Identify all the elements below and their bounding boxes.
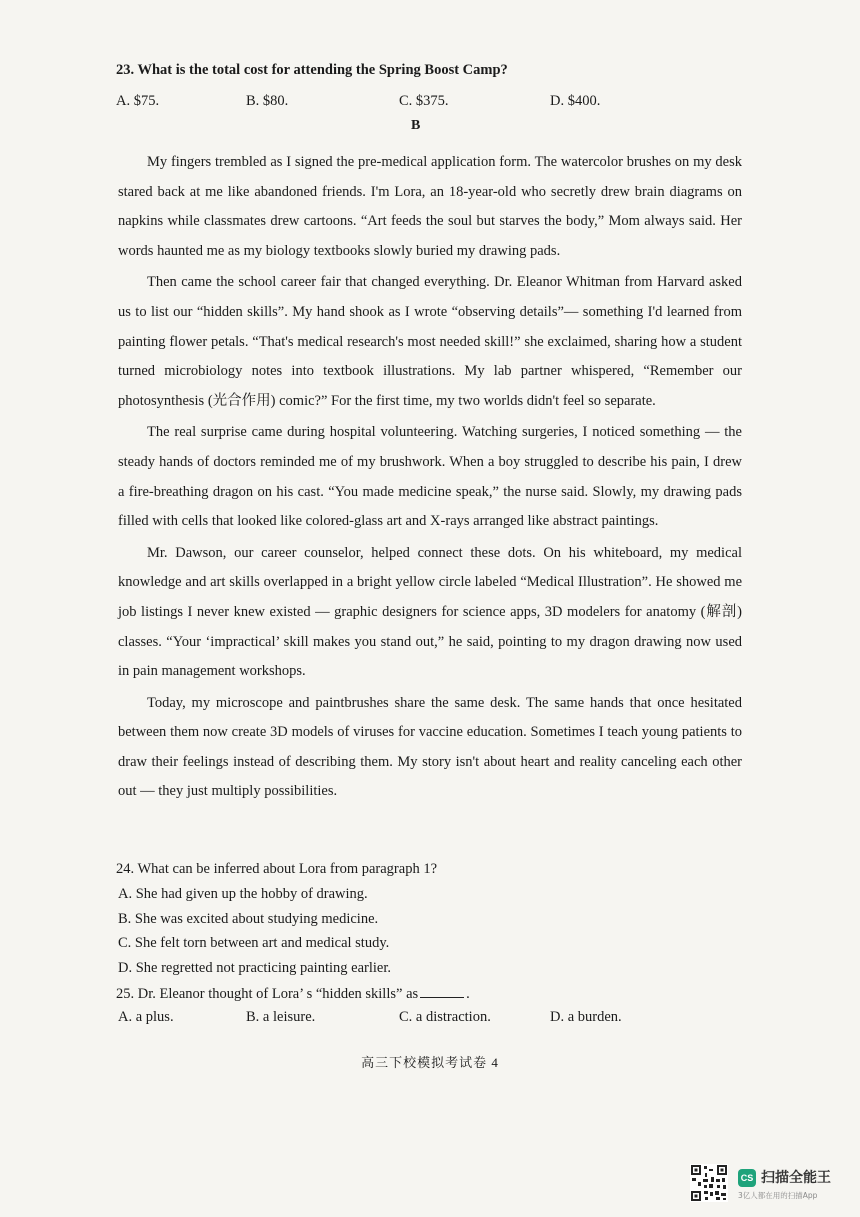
- q23-option-d: D. $400.: [550, 93, 601, 109]
- q25-option-a: A. a plus.: [118, 1009, 174, 1025]
- scanner-app-tagline: 3亿人都在用的扫描App: [738, 1191, 818, 1200]
- question-24-title: 24. What can be inferred about Lora from paragraph 1?: [116, 861, 438, 877]
- passage-paragraph: Today, my microscope and paintbrushes share the same desk. The same hands that once hesitated between them now create 3D models of viruses for vaccine education. Sometimes I teach young patients to draw their feelings instead of describing them. My story isn't about heart and reality canceling each other out — they just multiply possibilities.: [118, 694, 742, 800]
- question-23-title: 23. What is the total cost for attending the Spring Boost Camp?: [116, 62, 508, 78]
- q24-option-d: D. She regretted not practicing painting earlier.: [118, 959, 391, 976]
- answer-blank: [420, 985, 464, 998]
- q25-option-b: B. a leisure.: [246, 1009, 316, 1025]
- scanner-watermark: [690, 1164, 850, 1206]
- reading-passage: [118, 148, 742, 809]
- q23-option-c: C. $375.: [399, 93, 449, 109]
- q23-option-a: A. $75.: [116, 93, 160, 109]
- passage-paragraph: Then came the school career fair that changed everything. Dr. Eleanor Whitman from Harvard asked us to list our “hidden skills”. My hand shook as I wrote “observing details”— something I'd learned from painting flower petals. “That's medical research's most needed skill!” she exclaimed, sharing how a student turned microbiology notes into textbook illustrations. My lab partner whispered, “Remember our photosynthesis (光合作用) comic?” For the first time, my two worlds didn't feel so separate.: [118, 274, 742, 409]
- passage-paragraph: My fingers trembled as I signed the pre-medical application form. The watercolor brushes on my desk stared back at me like abandoned friends. I'm Lora, an 18-year-old who secretly drew brain diagrams on napkins while classmates drew cartoons. “Art feeds the soul but starves the body,” Mom always said. Her words haunted me as my biology textbooks slowly buried my drawing pads.: [118, 154, 742, 259]
- footer-text: 高三下校模拟考试卷 4: [361, 1055, 499, 1070]
- q23-option-b: B. $80.: [246, 93, 289, 109]
- q25-option-c: C. a distraction.: [399, 1009, 491, 1025]
- page-footer: [0, 1052, 860, 1071]
- question-25-title: [116, 985, 470, 1003]
- question-24-options: [116, 882, 391, 980]
- q25-option-d: D. a burden.: [550, 1009, 622, 1025]
- q25-title-text: 25. Dr. Eleanor thought of Lora’ s “hidden skills” as: [116, 986, 419, 1002]
- passage-paragraph: The real surprise came during hospital volunteering. Watching surgeries, I noticed something — the steady hands of doctors reminded me of my brushwork. When a boy struggled to describe his pain, I drew a fire-breathing dragon on his cast. “You made medicine speak,” the nurse said. Slowly, my drawing pads filled with cells that looked like colored-glass art and X-rays arranged like abstract paintings.: [118, 424, 742, 530]
- q24-option-a: A. She had given up the hobby of drawing.: [118, 886, 368, 902]
- scanner-app-name: 扫描全能王: [761, 1170, 831, 1186]
- qr-code-icon: [690, 1164, 728, 1202]
- q24-option-b: B. She was excited about studying medicine.: [118, 910, 379, 927]
- passage-paragraph: Mr. Dawson, our career counselor, helped connect these dots. On his whiteboard, my medical knowledge and art skills overlapped in a bright yellow circle labeled “Medical Illustration”. He showed me job listings I never knew existed — graphic designers for science apps, 3D modelers for anatomy (解剖) classes. “Your ‘impractical’ skill makes you stand out,” he said, pointing to my dragon drawing now used in pain management workshops.: [118, 544, 742, 680]
- section-letter: B: [411, 118, 421, 133]
- camscanner-logo-icon: CS: [738, 1169, 756, 1187]
- q25-title-end: .: [466, 986, 470, 1002]
- q24-option-c: C. She felt torn between art and medical study.: [118, 935, 390, 951]
